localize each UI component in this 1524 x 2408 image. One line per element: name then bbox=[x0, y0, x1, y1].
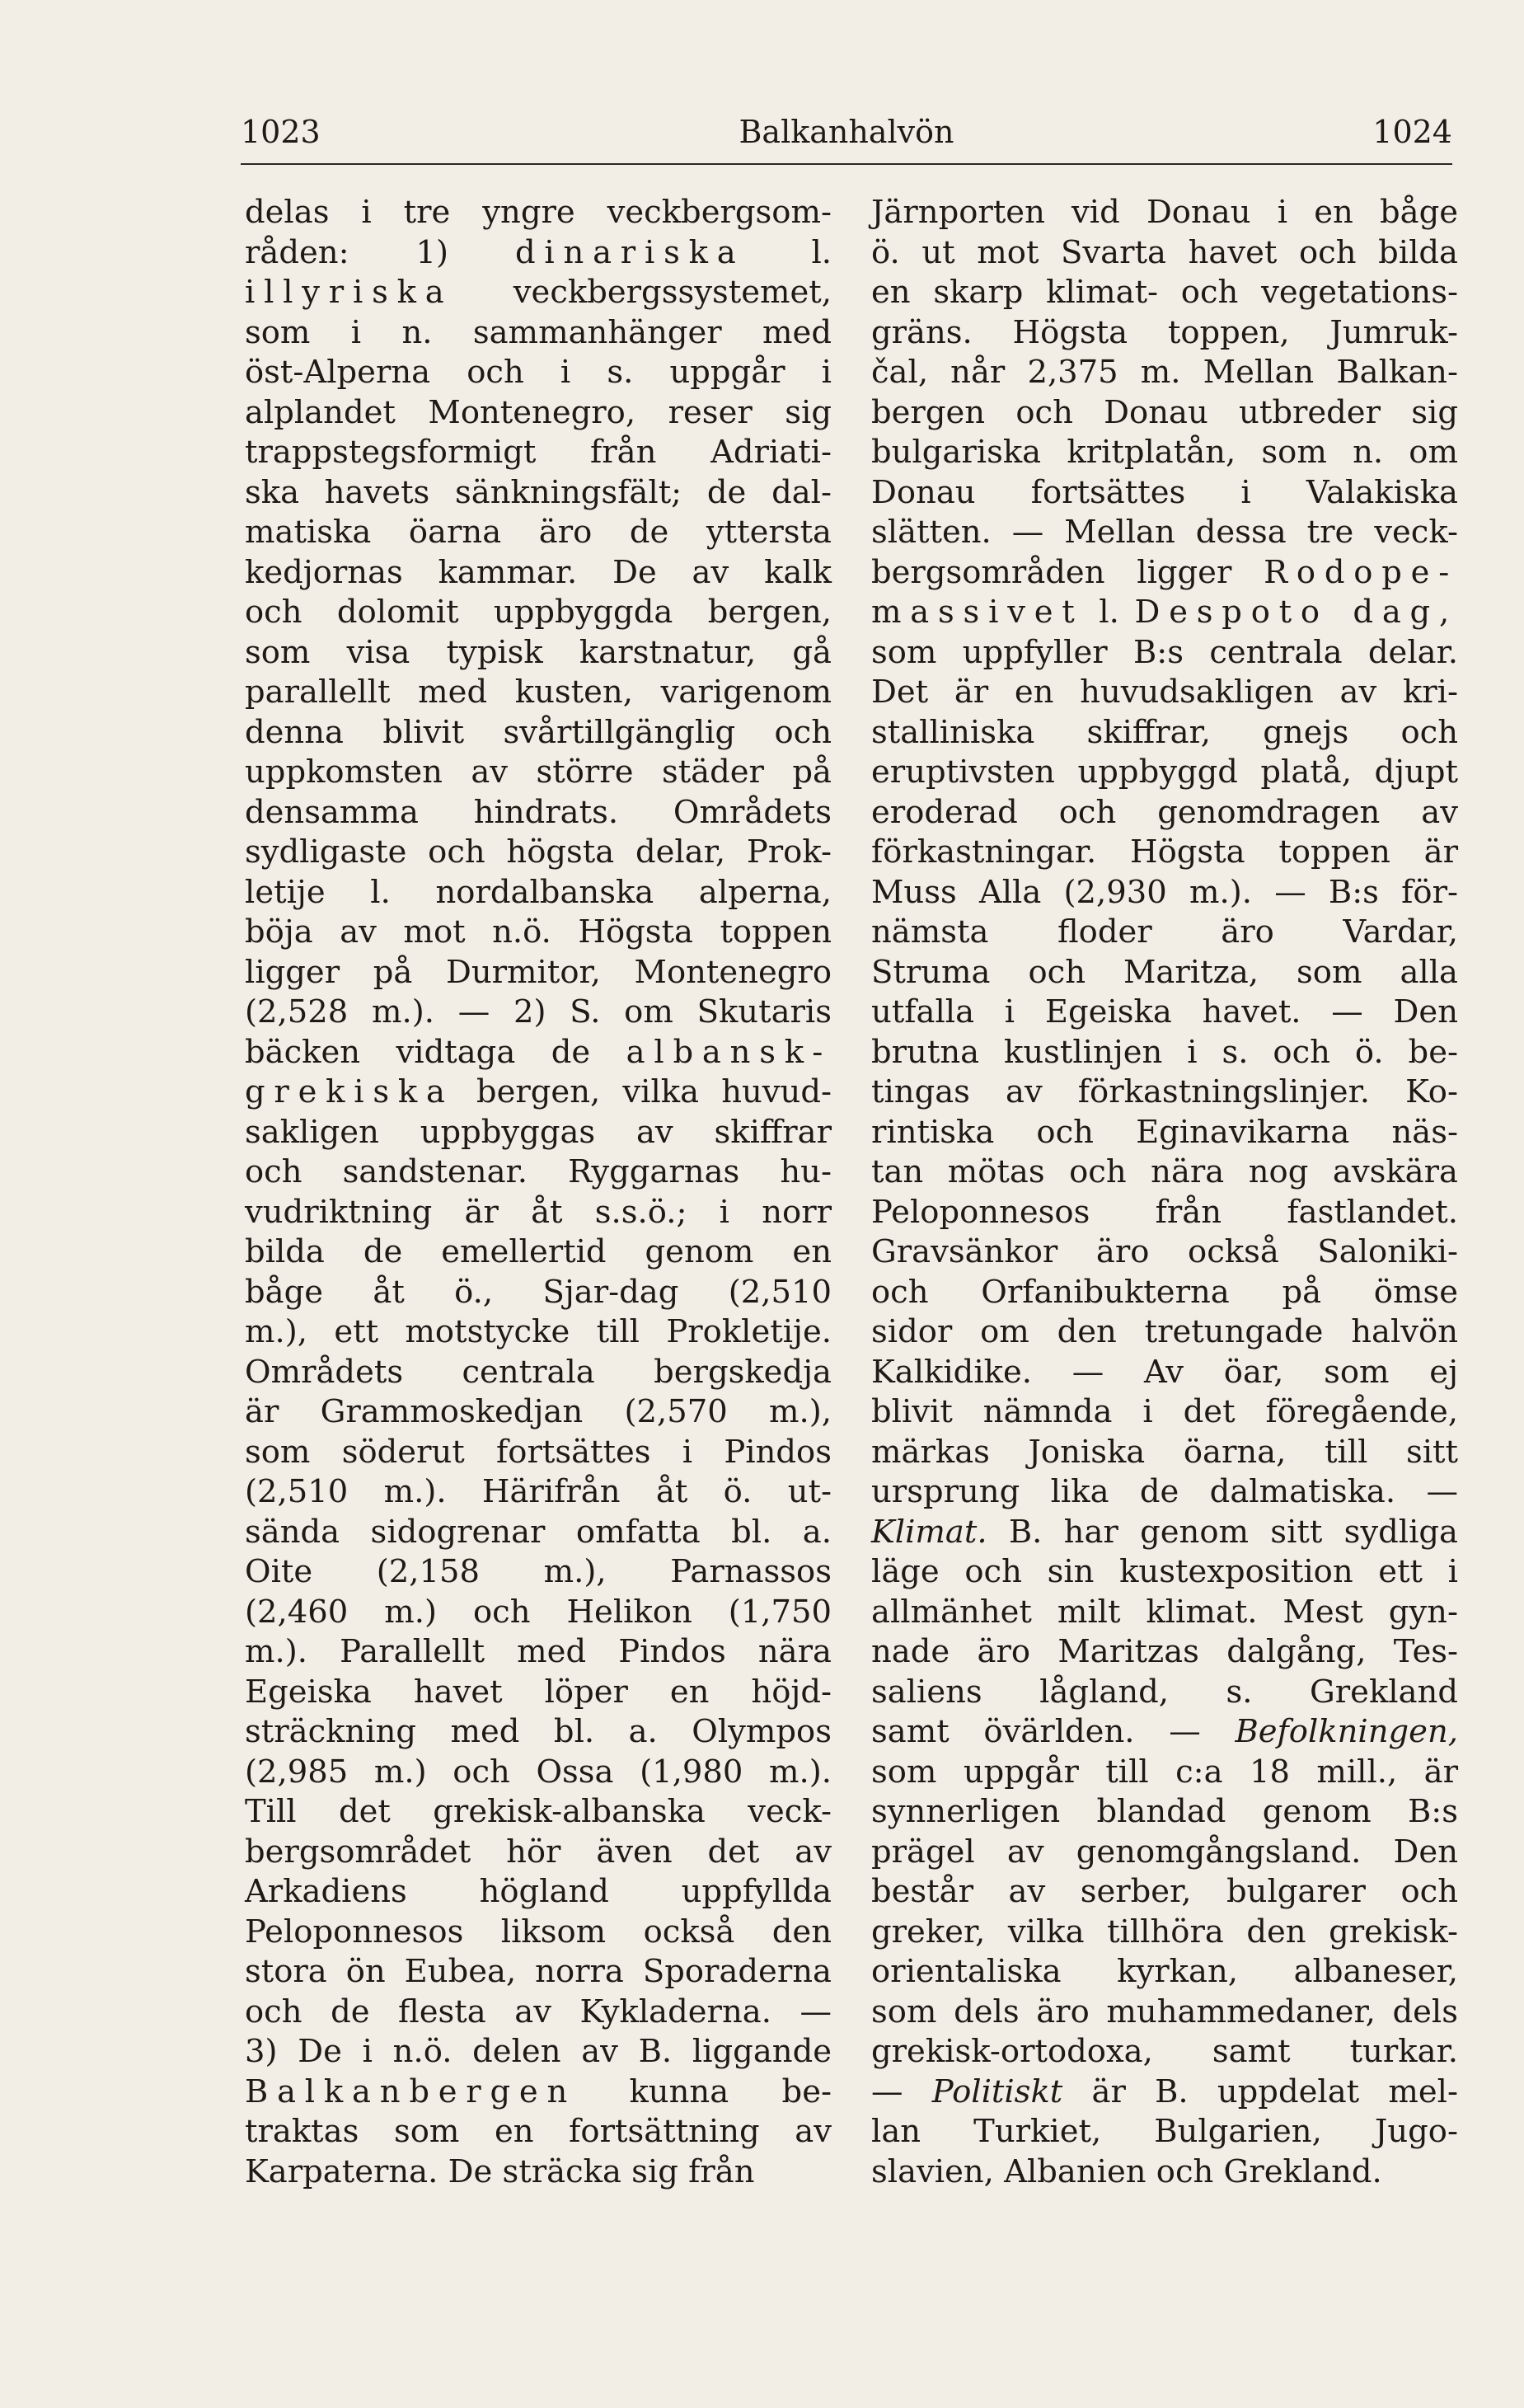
text-run: Politiskt bbox=[931, 2072, 1063, 2110]
text-run: som uppfyller B:s centrala delar. bbox=[871, 633, 1458, 671]
text-line bbox=[871, 233, 1458, 274]
text-column-right bbox=[871, 193, 1458, 2192]
text-line bbox=[245, 713, 832, 753]
text-run: Till det grekisk-albanska veck- bbox=[245, 1793, 832, 1830]
text-line bbox=[245, 1513, 832, 1553]
text-run: čal, når 2,375 m. Mellan Balkan- bbox=[871, 354, 1458, 391]
text-line bbox=[245, 1073, 832, 1113]
text-line bbox=[871, 593, 1458, 633]
text-run: märkas Joniska öarna, till sitt bbox=[871, 1433, 1458, 1471]
text-line bbox=[245, 1593, 832, 1633]
text-line bbox=[871, 1833, 1458, 1873]
text-line bbox=[245, 233, 832, 274]
text-run: samt övärlden. — bbox=[871, 1713, 1236, 1750]
text-run: illyriska bbox=[245, 274, 453, 311]
text-line bbox=[245, 393, 832, 434]
text-line bbox=[245, 833, 832, 873]
text-line bbox=[871, 1033, 1458, 1073]
text-run: vudriktning är åt s.s.ö.; i norr bbox=[245, 1193, 832, 1231]
text-line bbox=[871, 1593, 1458, 1633]
text-line bbox=[245, 1312, 832, 1353]
text-run: delas i tre yngre veckbergsom- bbox=[245, 194, 832, 231]
page-header bbox=[241, 106, 1452, 155]
text-run: veckbergssystemet, bbox=[453, 274, 832, 311]
text-run: tan mötas och nära nog avskära bbox=[871, 1153, 1458, 1190]
text-run: Oite (2,158 m.), Parnassos bbox=[245, 1553, 832, 1590]
text-run: letije l. nordalbanska alperna, bbox=[245, 873, 832, 911]
page-number-left: 1023 bbox=[241, 114, 321, 150]
text-line bbox=[871, 713, 1458, 753]
text-run: trappstegsformigt från Adriati- bbox=[245, 434, 832, 471]
text-run: böja av mot n.ö. Högsta toppen bbox=[245, 913, 832, 951]
text-line bbox=[245, 1273, 832, 1313]
text-run: stora ön Eubea, norra Sporaderna bbox=[245, 1953, 832, 1990]
text-run: denna blivit svårtillgänglig och bbox=[245, 713, 832, 751]
text-run: sakligen uppbyggas av skiffrar bbox=[245, 1113, 832, 1151]
text-run: och Orfanibukterna på ömse bbox=[871, 1273, 1458, 1311]
text-run: densamma hindrats. Områdets bbox=[245, 793, 832, 831]
text-line bbox=[245, 2032, 832, 2072]
text-run: sträckning med bl. a. Olympos bbox=[245, 1713, 832, 1750]
text-line bbox=[871, 1513, 1458, 1553]
text-run: bäcken vidtaga de bbox=[245, 1033, 626, 1071]
text-line bbox=[871, 433, 1458, 473]
text-run: dinariska bbox=[514, 233, 745, 271]
text-run: m.). Parallellt med Pindos nära bbox=[245, 1633, 832, 1670]
text-line bbox=[245, 873, 832, 913]
text-line bbox=[245, 2112, 832, 2152]
text-line bbox=[871, 1712, 1458, 1753]
text-run: båge åt ö., Sjar-dag (2,510 bbox=[245, 1273, 832, 1311]
text-run: Det är en huvudsakligen av kri- bbox=[871, 674, 1458, 711]
text-run: förkastningar. Högsta toppen är bbox=[871, 833, 1458, 871]
text-run: Despoto dag, bbox=[1134, 594, 1458, 631]
text-line bbox=[245, 1033, 832, 1073]
text-run: blivit nämnda i det föregående, bbox=[871, 1393, 1458, 1430]
text-line bbox=[245, 1232, 832, 1273]
text-run: (2,985 m.) och Ossa (1,980 m.). bbox=[245, 1753, 832, 1791]
text-run: traktas som en fortsättning av bbox=[245, 2113, 832, 2150]
text-run: B. har genom sitt sydliga bbox=[987, 1513, 1458, 1551]
text-run: sända sidogrenar omfatta bl. a. bbox=[245, 1513, 832, 1551]
text-run: och de flesta av Kykladerna. — bbox=[245, 1993, 832, 2030]
text-run: Arkadiens högland uppfyllda bbox=[245, 1873, 832, 1910]
text-run: parallellt med kusten, varigenom bbox=[245, 674, 832, 711]
text-run: (2,510 m.). Härifrån åt ö. ut- bbox=[245, 1473, 832, 1510]
text-line bbox=[871, 1312, 1458, 1353]
text-column-left bbox=[245, 193, 832, 2192]
text-line bbox=[871, 1433, 1458, 1473]
text-run: utfalla i Egeiska havet. — Den bbox=[871, 993, 1458, 1030]
text-run: bilda de emellertid genom en bbox=[245, 1233, 832, 1270]
text-run: Områdets centrala bergskedja bbox=[245, 1353, 832, 1391]
text-line bbox=[245, 1353, 832, 1393]
text-run: eroderad och genomdragen av bbox=[871, 793, 1458, 831]
text-line bbox=[871, 273, 1458, 313]
text-line bbox=[871, 1472, 1458, 1513]
text-line bbox=[871, 1232, 1458, 1273]
text-run: kunna be- bbox=[576, 2072, 832, 2110]
text-line bbox=[871, 193, 1458, 233]
text-run: slavien, Albanien och Grekland. bbox=[871, 2152, 1382, 2190]
text-line bbox=[871, 1392, 1458, 1433]
text-line bbox=[871, 1872, 1458, 1913]
text-run: en skarp klimat- och vegetations- bbox=[871, 274, 1458, 311]
text-line bbox=[871, 1353, 1458, 1393]
text-line bbox=[871, 1952, 1458, 1993]
text-line bbox=[871, 1273, 1458, 1313]
text-line bbox=[245, 753, 832, 793]
text-run: som visa typisk karstnatur, gå bbox=[245, 633, 832, 671]
text-run: bergsområdet hör även det av bbox=[245, 1833, 832, 1871]
text-line bbox=[245, 1913, 832, 1953]
text-run: eruptivsten uppbyggd platå, djupt bbox=[871, 753, 1458, 791]
text-line bbox=[245, 1113, 832, 1153]
text-line bbox=[871, 1073, 1458, 1113]
text-line bbox=[245, 1872, 832, 1913]
text-run: stalliniska skiffrar, gnejs och bbox=[871, 713, 1458, 751]
text-run: grekiska bbox=[245, 1073, 454, 1110]
text-line bbox=[871, 2032, 1458, 2072]
text-run: sidor om den tretungade halvön bbox=[871, 1313, 1458, 1350]
text-run: tingas av förkastningslinjer. Ko- bbox=[871, 1073, 1458, 1110]
text-run: orientaliska kyrkan, albaneser, bbox=[871, 1953, 1458, 1990]
text-line bbox=[871, 2152, 1458, 2193]
text-run: l. bbox=[744, 233, 832, 271]
text-run: kedjornas kammar. De av kalk bbox=[245, 553, 832, 591]
text-line bbox=[245, 593, 832, 633]
text-line bbox=[871, 633, 1458, 674]
text-line bbox=[871, 793, 1458, 833]
text-run: allmänhet milt klimat. Mest gyn- bbox=[871, 1593, 1458, 1631]
text-line bbox=[245, 993, 832, 1033]
text-line bbox=[871, 1753, 1458, 1793]
text-line bbox=[871, 753, 1458, 793]
text-run: matiska öarna äro de yttersta bbox=[245, 514, 832, 551]
text-line bbox=[245, 1753, 832, 1793]
text-line bbox=[245, 313, 832, 354]
text-run: och sandstenar. Ryggarnas hu- bbox=[245, 1153, 832, 1190]
text-run: och dolomit uppbyggda bergen, bbox=[245, 594, 832, 631]
text-line bbox=[245, 1392, 832, 1433]
text-run: Rodope- bbox=[1264, 553, 1458, 591]
text-line bbox=[871, 2072, 1458, 2113]
text-line bbox=[245, 1152, 832, 1193]
text-run: bulgariska kritplatån, som n. om bbox=[871, 434, 1458, 471]
running-title: Balkanhalvön bbox=[739, 114, 954, 150]
text-line bbox=[871, 353, 1458, 393]
text-run: (2,528 m.). — 2) S. om Skutaris bbox=[245, 993, 832, 1030]
text-line bbox=[245, 1472, 832, 1513]
text-line bbox=[871, 393, 1458, 434]
text-run: sydligaste och högsta delar, Prok- bbox=[245, 833, 832, 871]
text-run: som dels äro muhammedaner, dels bbox=[871, 1993, 1458, 2030]
text-run: massivet bbox=[871, 594, 1084, 631]
text-line bbox=[245, 1833, 832, 1873]
text-run: som i n. sammanhänger med bbox=[245, 313, 832, 351]
text-line bbox=[871, 1113, 1458, 1153]
text-line bbox=[245, 353, 832, 393]
text-line bbox=[871, 673, 1458, 713]
text-line bbox=[245, 433, 832, 473]
text-run: alplandet Montenegro, reser sig bbox=[245, 393, 832, 431]
text-run: bergsområden ligger bbox=[871, 553, 1264, 591]
text-line bbox=[245, 1433, 832, 1473]
text-line bbox=[245, 1673, 832, 1713]
text-line bbox=[245, 1552, 832, 1593]
text-run: Struma och Maritza, som alla bbox=[871, 953, 1458, 991]
text-run: Befolkningen, bbox=[1235, 1713, 1458, 1750]
text-run: saliens lågland, s. Grekland bbox=[871, 1673, 1458, 1711]
text-run: som söderut fortsättes i Pindos bbox=[245, 1433, 832, 1471]
text-line bbox=[245, 193, 832, 233]
text-line bbox=[871, 1993, 1458, 2033]
text-run: ska havets sänkningsfält; de dal- bbox=[245, 473, 832, 511]
text-line bbox=[245, 553, 832, 594]
text-line bbox=[245, 793, 832, 833]
text-run: råden: 1) bbox=[245, 233, 515, 271]
text-line bbox=[245, 2152, 832, 2193]
text-run: gräns. Högsta toppen, Jumruk- bbox=[871, 313, 1458, 351]
text-line bbox=[871, 1552, 1458, 1593]
text-run: Peloponnesos liksom också den bbox=[245, 1913, 832, 1950]
text-line bbox=[245, 953, 832, 993]
text-line bbox=[871, 913, 1458, 953]
text-run: uppkomsten av större städer på bbox=[245, 753, 832, 791]
text-run: är B. uppdelat mel- bbox=[1062, 2072, 1458, 2110]
text-run: Muss Alla (2,930 m.). — B:s för- bbox=[871, 873, 1458, 911]
text-line bbox=[871, 993, 1458, 1033]
text-run: grekisk-ortodoxa, samt turkar. bbox=[871, 2033, 1458, 2070]
text-run: l. bbox=[1083, 594, 1135, 631]
text-line bbox=[871, 1193, 1458, 1233]
text-run: bergen och Donau utbreder sig bbox=[871, 393, 1458, 431]
text-run: Gravsänkor äro också Saloniki- bbox=[871, 1233, 1458, 1270]
text-line bbox=[245, 1993, 832, 2033]
text-line bbox=[871, 1632, 1458, 1673]
header-rule bbox=[241, 163, 1452, 165]
text-line bbox=[245, 2072, 832, 2113]
text-run: slätten. — Mellan dessa tre veck- bbox=[871, 514, 1458, 551]
text-run: (2,460 m.) och Helikon (1,750 bbox=[245, 1593, 832, 1631]
text-line bbox=[245, 513, 832, 553]
text-line bbox=[871, 1792, 1458, 1833]
text-line bbox=[871, 2112, 1458, 2152]
text-run: Donau fortsättes i Valakiska bbox=[871, 473, 1458, 511]
text-run: öst-Alperna och i s. uppgår i bbox=[245, 354, 832, 391]
text-run: Egeiska havet löper en höjd- bbox=[245, 1673, 832, 1711]
text-line bbox=[871, 833, 1458, 873]
text-run: Karpaterna. De sträcka sig från bbox=[245, 2152, 755, 2190]
text-run: greker, vilka tillhöra den grekisk- bbox=[871, 1913, 1458, 1950]
text-run: brutna kustlinjen i s. och ö. be- bbox=[871, 1033, 1458, 1071]
text-run: ö. ut mot Svarta havet och bilda bbox=[871, 233, 1458, 271]
text-run: lan Turkiet, Bulgarien, Jugo- bbox=[871, 2113, 1458, 2150]
text-run: Kalkidike. — Av öar, som ej bbox=[871, 1353, 1458, 1391]
text-line bbox=[245, 1193, 832, 1233]
text-run: Klimat. bbox=[871, 1513, 987, 1551]
text-line bbox=[245, 673, 832, 713]
text-line bbox=[871, 1913, 1458, 1953]
text-line bbox=[871, 873, 1458, 913]
text-run: nämsta floder äro Vardar, bbox=[871, 913, 1458, 951]
text-run: Peloponnesos från fastlandet. bbox=[871, 1193, 1458, 1231]
text-run: m.), ett motstycke till Prokletije. bbox=[245, 1313, 832, 1350]
text-line bbox=[871, 313, 1458, 354]
text-run: ursprung lika de dalmatiska. — bbox=[871, 1473, 1458, 1510]
text-run: Järnporten vid Donau i en båge bbox=[871, 194, 1458, 231]
text-line bbox=[245, 473, 832, 514]
text-line bbox=[871, 953, 1458, 993]
text-line bbox=[245, 1712, 832, 1753]
text-line bbox=[245, 1632, 832, 1673]
text-line bbox=[871, 1152, 1458, 1193]
text-line bbox=[871, 553, 1458, 594]
text-run: ligger på Durmitor, Montenegro bbox=[245, 953, 832, 991]
text-run: 3) De i n.ö. delen av B. liggande bbox=[245, 2033, 832, 2070]
text-run: nade äro Maritzas dalgång, Tes- bbox=[871, 1633, 1458, 1670]
text-run: albansk- bbox=[626, 1033, 832, 1071]
text-line bbox=[245, 1952, 832, 1993]
text-line bbox=[245, 913, 832, 953]
text-line bbox=[871, 473, 1458, 514]
text-line bbox=[245, 633, 832, 674]
text-run: rintiska och Eginavikarna näs- bbox=[871, 1113, 1458, 1151]
text-line bbox=[871, 1673, 1458, 1713]
text-run: — bbox=[871, 2072, 932, 2110]
text-line bbox=[871, 513, 1458, 553]
text-run: som uppgår till c:a 18 mill., är bbox=[871, 1753, 1458, 1791]
text-line bbox=[245, 1792, 832, 1833]
text-run: är Grammoskedjan (2,570 m.), bbox=[245, 1393, 832, 1430]
text-run: består av serber, bulgarer och bbox=[871, 1873, 1458, 1910]
page-number-right: 1024 bbox=[1372, 114, 1452, 150]
text-run: synnerligen blandad genom B:s bbox=[871, 1793, 1458, 1830]
text-run: bergen, vilka huvud- bbox=[453, 1073, 832, 1110]
text-run: Balkanbergen bbox=[245, 2072, 577, 2110]
text-run: prägel av genomgångsland. Den bbox=[871, 1833, 1458, 1871]
text-line bbox=[245, 273, 832, 313]
text-run: läge och sin kustexposition ett i bbox=[871, 1553, 1458, 1590]
